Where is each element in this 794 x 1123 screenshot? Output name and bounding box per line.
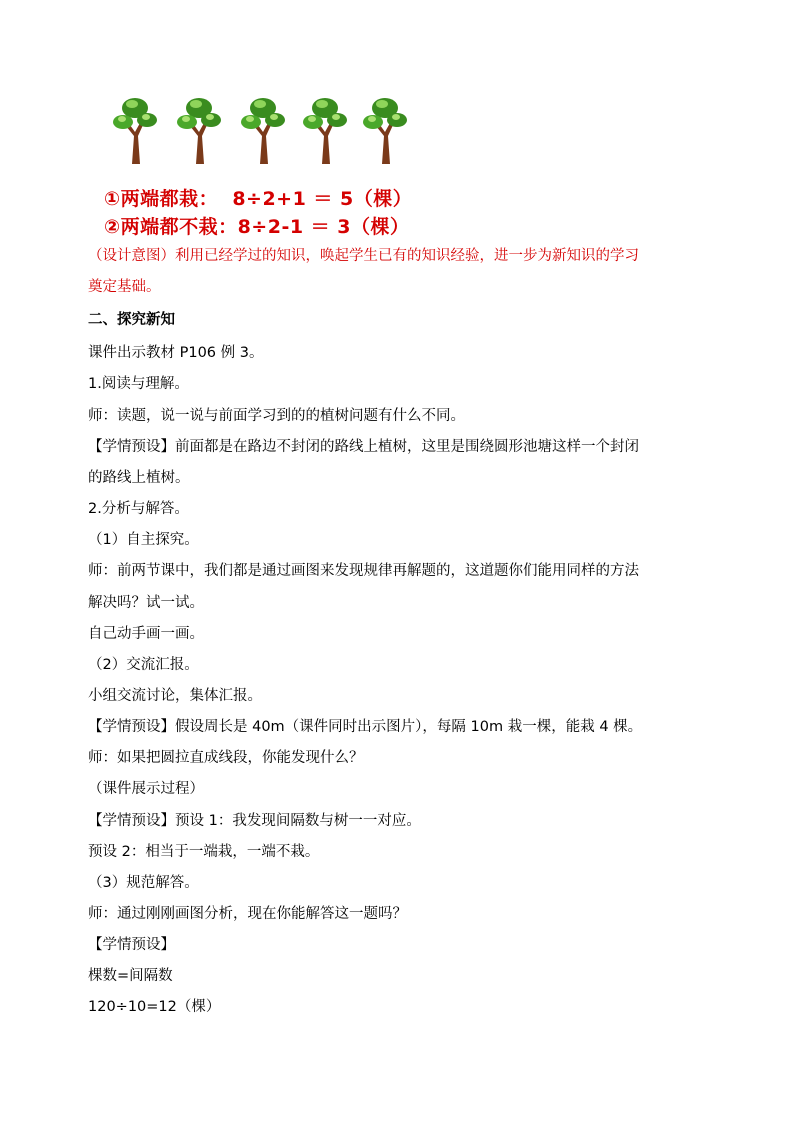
text-line: （3）规范解答。 bbox=[88, 875, 199, 891]
text-line: （1）自主探究。 bbox=[88, 532, 199, 548]
formula-both-ends: ①两端都栽： 8÷2+1 ＝ 5（棵） bbox=[104, 188, 413, 210]
text-line: 师：通过刚刚画图分析，现在你能解答这一题吗？ bbox=[88, 906, 407, 922]
text-line: 解决吗？试一试。 bbox=[88, 595, 204, 611]
text-line: 【学情预设】假设周长是 40m（课件同时出示图片），每隔 10m 栽一棵，能栽 4 棵。 bbox=[88, 719, 643, 735]
text-line: （课件展示过程） bbox=[88, 781, 204, 797]
formula-neither-end: ②两端都不栽：8÷2-1 ＝ 3（棵） bbox=[104, 216, 410, 238]
tree-icon bbox=[302, 96, 348, 164]
tree-icon bbox=[362, 96, 408, 164]
text-line: （2）交流汇报。 bbox=[88, 657, 199, 673]
text-line: 师：如果把圆拉直成线段，你能发现什么？ bbox=[88, 750, 364, 766]
text-line: 师：前两节课中，我们都是通过画图来发现规律再解题的，这道题你们能用同样的方法 bbox=[88, 563, 639, 579]
text-line: 2.分析与解答。 bbox=[88, 501, 189, 517]
text-line: 【学情预设】 bbox=[88, 937, 175, 953]
text-line: 120÷10=12（棵） bbox=[88, 999, 221, 1015]
tree-icon bbox=[176, 96, 222, 164]
text-line: 自己动手画一画。 bbox=[88, 626, 204, 642]
text-line: 的路线上植树。 bbox=[88, 470, 190, 486]
text-line: 预设 2：相当于一端栽，一端不栽。 bbox=[88, 844, 320, 860]
tree-icon bbox=[112, 96, 158, 164]
text-line: 课件出示教材 P106 例 3。 bbox=[88, 345, 264, 361]
text-line: 师：读题，说一说与前面学习到的的植树问题有什么不同。 bbox=[88, 408, 465, 424]
text-line: 1.阅读与理解。 bbox=[88, 376, 189, 392]
design-intent-line: 奠定基础。 bbox=[88, 279, 161, 295]
section-title: 二、探究新知 bbox=[88, 312, 175, 328]
text-line: 【学情预设】前面都是在路边不封闭的路线上植树，这里是围绕圆形池塘这样一个封闭 bbox=[88, 439, 639, 455]
text-line: 棵数=间隔数 bbox=[88, 968, 173, 984]
tree-row bbox=[112, 96, 412, 166]
text-line: 小组交流讨论，集体汇报。 bbox=[88, 688, 262, 704]
design-intent-line: （设计意图）利用已经学过的知识，唤起学生已有的知识经验，进一步为新知识的学习 bbox=[88, 248, 639, 264]
text-line: 【学情预设】预设 1：我发现间隔数与树一一对应。 bbox=[88, 813, 421, 829]
tree-icon bbox=[240, 96, 286, 164]
